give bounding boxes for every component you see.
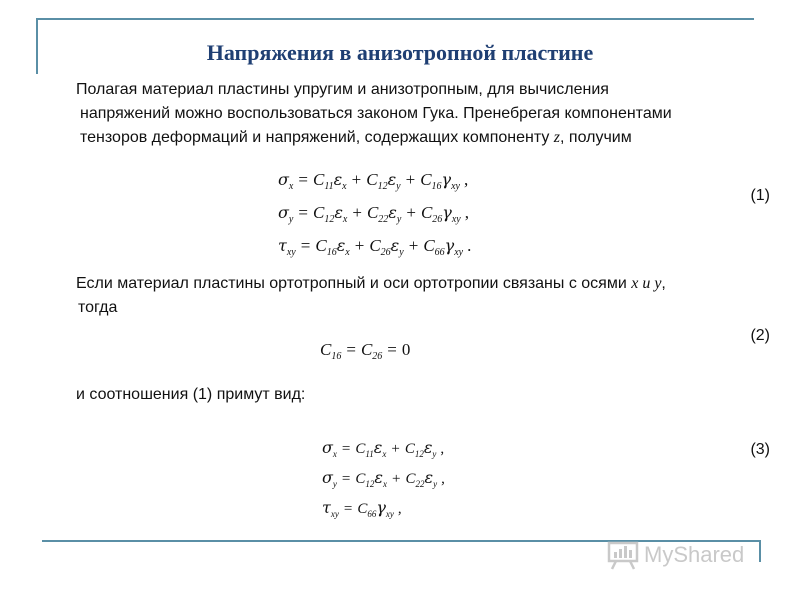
intro-line-2: напряжений можно воспользоваться законом Гука. Пренебрегая компонентами bbox=[80, 105, 672, 122]
myshared-logo bbox=[606, 540, 744, 570]
intro-line-3: тензоров деформаций и напряжений, содержащих компоненту z, получим bbox=[80, 129, 632, 146]
formula-ortho-tau-xy: $\tau_{xy} = C_{66}\gamma_{xy}$ , bbox=[322, 498, 402, 519]
formula-ortho-sigma-x: $\sigma_x = C_{11}\varepsilon_x + C_{12}\varepsilon_y$ , bbox=[322, 438, 445, 459]
formula-sigma-y: $\sigma_y = C_{12}\varepsilon_x + C_{22}\varepsilon_y + C_{26}\gamma_{xy}$ , bbox=[278, 203, 469, 225]
formula-tau-xy: $\tau_{xy} = C_{16}\varepsilon_x + C_{26}\varepsilon_y + C_{66}\gamma_{xy}$ . bbox=[278, 236, 472, 258]
slide-title: Напряжения в анизотропной пластине bbox=[206, 40, 594, 65]
formula-c16-c26-zero: $C_{16} = C_{26} = 0$ bbox=[320, 340, 411, 362]
presentation-board-icon bbox=[606, 540, 640, 570]
orthotropic-paragraph bbox=[76, 272, 666, 320]
frame-right-line bbox=[759, 540, 761, 562]
equation-number-3: (3) bbox=[750, 441, 770, 458]
orthotropic-line-1: Если материал пластины ортотропный и оси ортотропии связаны с осями x и y, bbox=[76, 275, 666, 292]
formula-sigma-x: $\sigma_x = C_{11}\varepsilon_x + C_{12}\varepsilon_y + C_{16}\gamma_{xy}$ , bbox=[278, 170, 469, 192]
orthotropic-line-2: тогда bbox=[78, 299, 118, 316]
equation-number-2: (2) bbox=[750, 327, 770, 344]
logo-text: MyShared bbox=[644, 542, 745, 567]
equation-number-1: (1) bbox=[750, 187, 770, 204]
relations-paragraph: и соотношения (1) примут вид: bbox=[76, 386, 306, 403]
intro-line-1: Полагая материал пластины упругим и анизотропным, для вычисления bbox=[76, 81, 609, 98]
frame-top-line bbox=[36, 18, 754, 20]
formula-ortho-sigma-y: $\sigma_y = C_{12}\varepsilon_x + C_{22}\varepsilon_y$ , bbox=[322, 468, 445, 489]
intro-paragraph bbox=[76, 78, 672, 150]
